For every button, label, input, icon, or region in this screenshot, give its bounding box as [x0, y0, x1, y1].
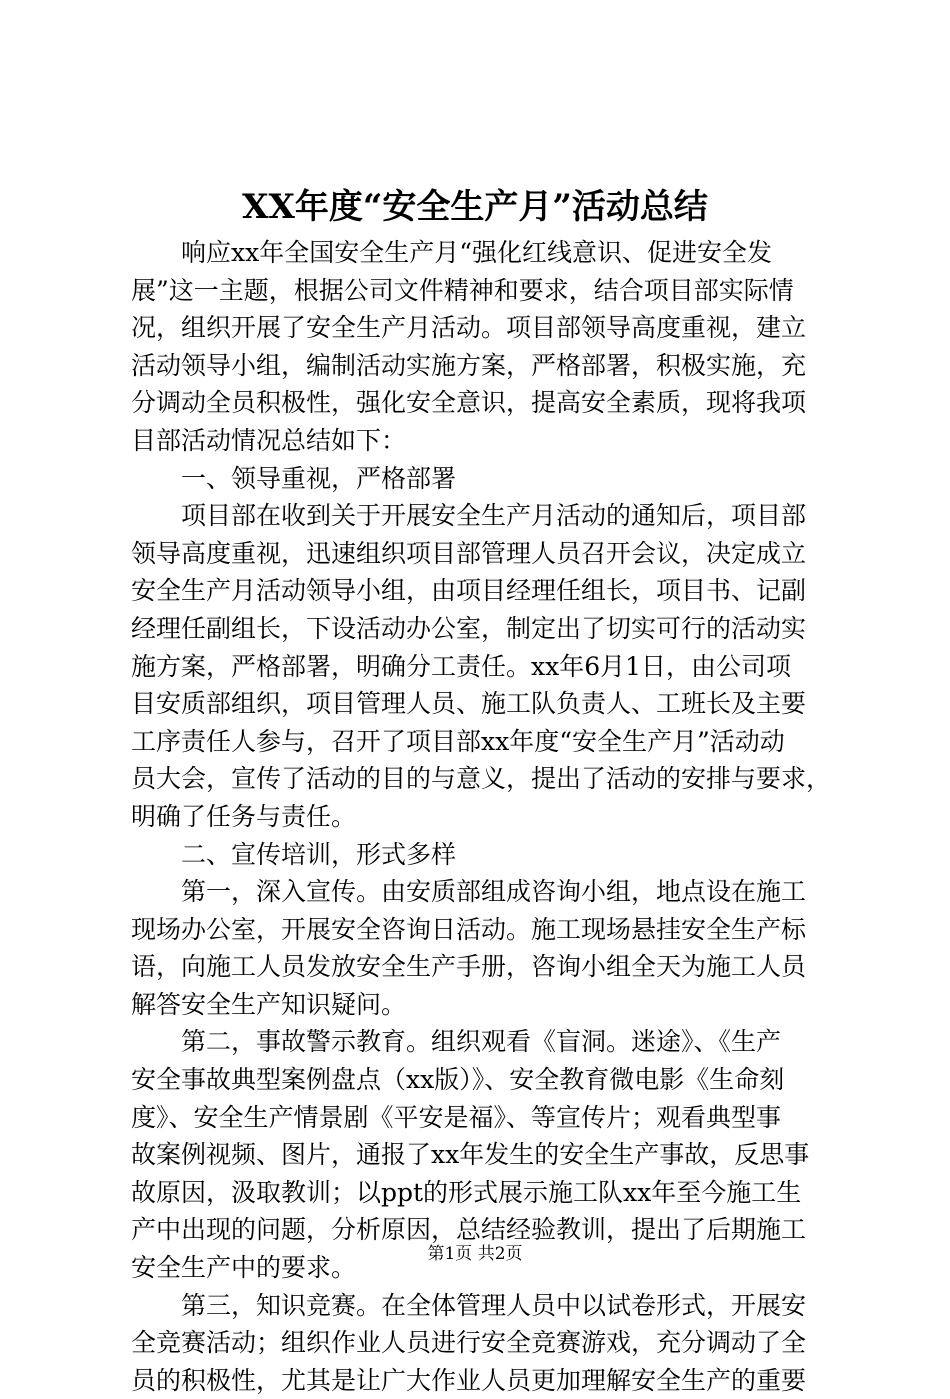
document-title: XX年度“安全生产月”活动总结 [242, 187, 708, 227]
paragraph-line: 活动领导小组，编制活动实施方案，严格部署，积极实施，充 [131, 350, 807, 380]
paragraph-line: 经理任副组长，下设活动办公室，制定出了切实可行的活动实 [131, 613, 807, 643]
paragraph-line: 员的积极性，尤其是让广大作业人员更加理解安全生产的重要 [131, 1365, 807, 1395]
paragraph-line: 领导高度重视，迅速组织项目部管理人员召开会议，决定成立 [131, 538, 807, 568]
paragraph-line: 解答安全生产知识疑问。 [131, 989, 407, 1019]
paragraph-line: 员大会，宣传了活动的目的与意义，提出了活动的安排与要求， [131, 764, 832, 794]
paragraph-line: 故原因，汲取教训；以ppt的形式展示施工队xx年至今施工生 [131, 1177, 802, 1207]
paragraph-line: 响应xx年全国安全生产月“强化红线意识、促进安全发 [181, 238, 772, 267]
paragraph-line: 安全生产中的要求。 [131, 1253, 357, 1283]
paragraph-line: 故案例视频、图片，通报了xx年发生的安全生产事故，反思事 [131, 1140, 810, 1170]
paragraph-line: 语，向施工人员发放安全生产手册，咨询小组全天为施工人员 [131, 952, 807, 982]
paragraph-line: 况，组织开展了安全生产月活动。项目部领导高度重视，建立 [131, 313, 807, 343]
paragraph-line: 现场办公室，开展安全咨询日活动。施工现场悬挂安全生产标 [131, 914, 807, 944]
paragraph-line: 全竞赛活动；组织作业人员进行安全竞赛游戏，充分调动了全 [131, 1328, 807, 1358]
paragraph-line: 产中出现的问题，分析原因，总结经验教训，提出了后期施工 [131, 1215, 807, 1245]
paragraph-line: 第一，深入宣传。由安质部组成咨询小组，地点设在施工 [181, 877, 807, 907]
section-heading: 一、领导重视，严格部署 [181, 463, 457, 493]
paragraph-line: 第二，事故警示教育。组织观看《盲洞。迷途》、《生产 [181, 1027, 782, 1057]
paragraph-line: 分调动全员积极性，强化安全意识，提高安全素质，现将我项 [131, 388, 807, 418]
paragraph-line: 安全事故典型案例盘点（xx版）》、安全教育微电影《生命刻 [131, 1065, 785, 1095]
paragraph-line: 安全生产月活动领导小组，由项目经理任组长，项目书、记副 [131, 576, 807, 606]
paragraph-line: 目部活动情况总结如下： [131, 425, 407, 455]
section-heading: 二、宣传培训，形式多样 [181, 839, 457, 869]
paragraph-line: 项目部在收到关于开展安全生产月活动的通知后，项目部 [181, 501, 807, 531]
paragraph-line: 度》、安全生产情景剧《平安是福》、等宣传片；观看典型事 [131, 1102, 782, 1132]
paragraph-line: 施方案，严格部署，明确分工责任。xx年6月1日，由公司项 [131, 651, 792, 681]
paragraph-line: 第三，知识竞赛。在全体管理人员中以试卷形式，开展安 [181, 1290, 807, 1320]
paragraph-line: 展”这一主题，根据公司文件精神和要求，结合项目部实际情 [131, 275, 794, 305]
paragraph-line: 明确了任务与责任。 [131, 801, 357, 831]
paragraph-line: 目安质部组织，项目管理人员、施工队负责人、工班长及主要 [131, 689, 807, 719]
paragraph-line: 工序责任人参与，召开了项目部xx年度“安全生产月”活动动 [131, 726, 785, 756]
document-body [131, 234, 851, 1399]
page-number: 第1页 共2页 [427, 1244, 523, 1264]
